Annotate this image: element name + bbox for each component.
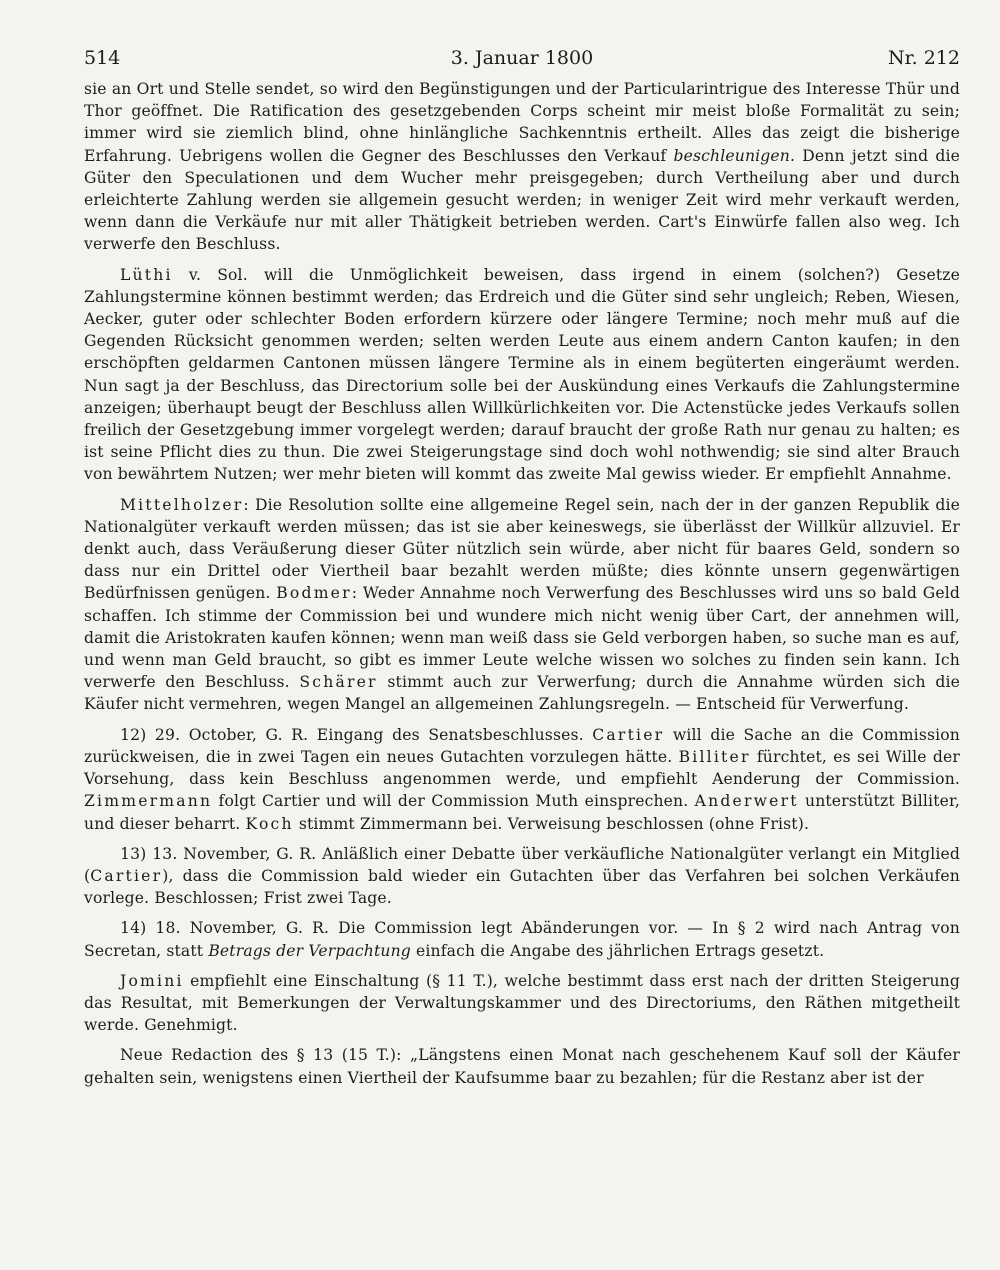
speaker-name: Koch xyxy=(245,814,294,833)
text-run: sie an Ort und Stelle sendet, so wird den Begünstigungen und der Particularintrigue des Interesse Thür und Thor geöffnet. Die Ratification des gesetzgebenden Corps scheint mir meist bloße Formalität zu sein; immer wird sie ziemlich blind, ohne hinlängliche Sachkenntnis ertheilt. Alles das zeigt die bisherige Erfahrung. Uebrigens wollen die Gegner des Beschlusses den Verkauf xyxy=(84,80,960,165)
text-run: : Die Resolution sollte eine allgemeine Regel sein, nach der in der ganzen Republik die Nationalgüter verkauft werden müssen; das ist sie aber keineswegs, sie überlässt der Willkür allzuviel. Er denkt auch, dass Veräußerung dieser Güter nützlich sein würde, aber nicht für baares Geld, sondern so dass nur ein Drittel oder Viertheil baar bezahlt werden müßte; dies könnte unsern gegenwärtigen Bedürfnissen genügen. xyxy=(84,495,960,603)
emphasis-text: Betrags der Verpachtung xyxy=(208,941,411,960)
emphasis-text: beschleunigen. xyxy=(673,146,796,165)
text-run: unterstützt Billiter, und dieser beharrt. xyxy=(84,792,960,833)
text-run: ), dass die Commission bald wieder ein Gutachten über das Verfahren bei solchen Verkäufen vorlege. Beschlossen; Frist zwei Tage. xyxy=(84,866,960,908)
speaker-name: Bodmer xyxy=(276,584,352,603)
speaker-name: Schärer xyxy=(299,673,378,692)
paragraph xyxy=(84,494,960,716)
text-run: will die Sache an die Commission zurückweisen, die in zwei Tagen ein neues Gutachten vorzulegen hätte. xyxy=(84,725,960,766)
body-text xyxy=(84,78,960,1089)
speaker-name: Billiter xyxy=(678,747,751,766)
text-run: folgt Cartier und will der Commission Muth einsprechen. xyxy=(212,792,695,811)
text-run: stimmt Zimmermann bei. Verweisung beschlossen (ohne Frist). xyxy=(293,814,810,833)
paragraph xyxy=(84,843,960,910)
page-number: 514 xyxy=(84,47,121,69)
speaker-name: Jomini xyxy=(120,971,184,990)
paragraph xyxy=(84,724,960,835)
speaker-name: Zimmermann xyxy=(84,792,213,811)
paragraph xyxy=(84,264,960,486)
text-run: fürchtet, es sei Wille der Vorsehung, dass kein Beschluss angenommen werde, und empfiehlt Aenderung der Commission. xyxy=(84,747,960,789)
text-run: Neue Redaction des § 13 (15 T.): „Längstens einen Monat nach geschehenem Kauf soll der Käufer gehalten sein, wenigstens einen Viertheil der Kaufsumme baar zu bezahlen; für die Restanz aber ist der xyxy=(84,1046,960,1087)
text-run: 12) 29. October, G. R. Eingang des Senatsbeschlusses. xyxy=(120,725,593,744)
document-number: Nr. 212 xyxy=(888,47,960,69)
running-head xyxy=(84,44,960,72)
speaker-name: Mittelholzer xyxy=(120,495,244,514)
speaker-name: Lüthi xyxy=(120,265,173,284)
text-run: 14) 18. November, G. R. Die Commission legt Abänderungen vor. — In § 2 wird nach Antrag von Secretan, statt xyxy=(84,919,960,960)
text-run: 13) 13. November, G. R. Anläßlich einer Debatte über verkäufliche Nationalgüter verlangt ein Mitglied ( xyxy=(84,844,960,885)
text-run: : Weder Annahme noch Verwerfung des Beschlusses wird uns so bald Geld schaffen. Ich stimme der Commission bei und wundere mich nicht wenig über Cart, der annehmen will, damit die Aristokraten kaufen können; wenn man weiß dass sie Geld verborgen haben, so suche man es auf, und wenn man Geld braucht, so gibt es immer Leute welche wissen wo solches zu finden sein kann. Ich verwerfe den Beschluss. xyxy=(84,584,961,692)
speaker-name: Anderwert xyxy=(694,792,799,811)
speaker-name: Cartier xyxy=(592,725,665,744)
paragraph xyxy=(84,970,960,1037)
speaker-name: Cartier xyxy=(90,866,163,885)
text-run: einfach die Angabe des jährlichen Ertrags gesetzt. xyxy=(410,941,825,960)
page-date: 3. Januar 1800 xyxy=(450,47,594,69)
text-run: Denn jetzt sind die Güter den Speculationen und dem Wucher mehr preisgegeben; durch Vertheilung aber und durch erleichterte Zahlung werden sie allgemein gesucht werden; in weniger Zeit wird mehr verkauft werden, wenn dann die Verkäufe nur mit aller Thätigkeit betrieben werden. Cart's Einwürfe fallen also weg. Ich verwerfe den Beschluss. xyxy=(84,146,961,254)
paragraph xyxy=(84,78,960,256)
paragraph xyxy=(84,917,960,961)
text-run: empfiehlt eine Einschaltung (§ 11 T.), welche bestimmt dass erst nach der dritten Steigerung das Resultat, mit Bemerkungen der Verwaltungskammer und des Directoriums, den Räthen mitgetheilt werde. Genehmigt. xyxy=(84,971,960,1035)
text-run: stimmt auch zur Verwerfung; durch die Annahme würden sich die Käufer nicht vermehren, wegen Mangel an allgemeinen Zahlungsregeln. — Entscheid für Verwerfung. xyxy=(84,673,960,714)
paragraph xyxy=(84,1044,960,1088)
text-run: v. Sol. will die Unmöglichkeit beweisen, dass irgend in einem (solchen?) Gesetze Zahlungstermine können bestimmt werden; das Erdreich und die Güter sind sehr ungleich; Reben, Wiesen, Aecker, guter oder schlechter Boden erfordern kürzere oder längere Termine; noch mehr muß auf die Gegenden Rücksicht genommen werden; selten werden Leute aus einem andern Canton kaufen; in den erschöpften geldarmen Cantonen müssen längere Termine als in einem begüterten eingeräumt werden. Nun sagt ja der Beschluss, das Directorium solle bei der Auskündung eines Verkaufs die Zahlungstermine anzeigen; überhaupt beugt der Beschluss allen Willkürlichkeiten vor. Die Actenstücke jedes Verkaufs sollen freilich der Gesetzgebung immer vorgelegt werden; darauf braucht der große Rath nur genau zu halten; es ist seine Pflicht dies zu thun. Die zwei Steigerungstage sind doch wohl nothwendig; sie sind alter Brauch von bewährtem Nutzen; wer mehr bieten will kommt das zweite Mal gewiss wieder. Er empfiehlt Annahme. xyxy=(84,265,960,484)
